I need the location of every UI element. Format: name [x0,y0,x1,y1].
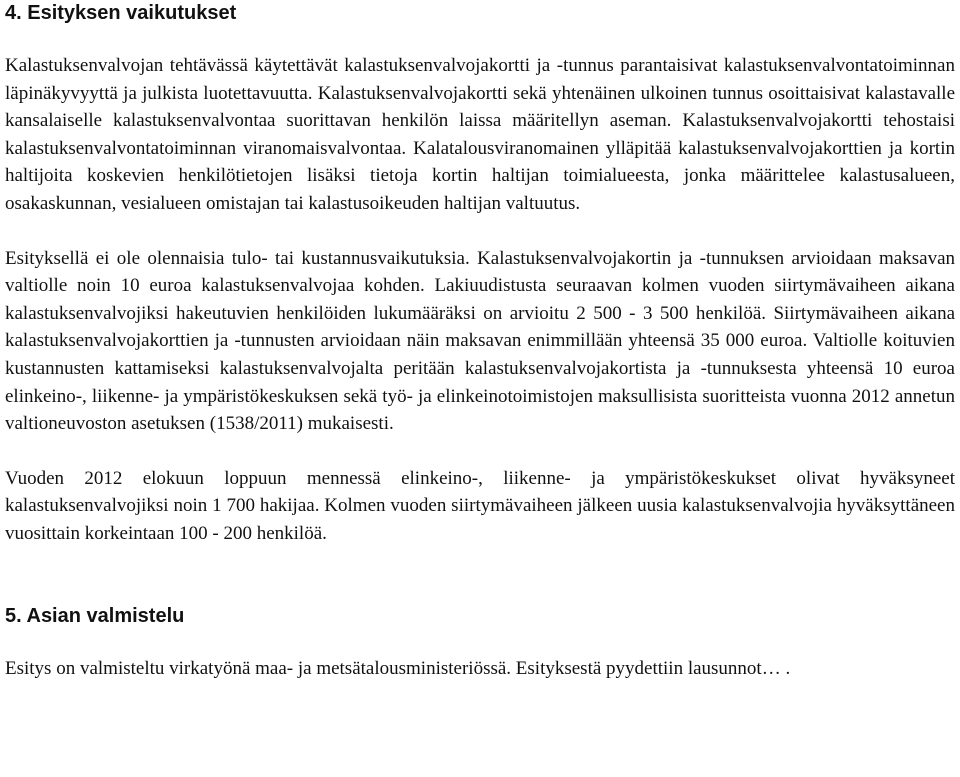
section-5-paragraph-1: Esitys on valmisteltu virkatyönä maa- ja metsätalousministeriössä. Esityksestä pyydettiin lausunnot… . [5,657,791,679]
section-4-paragraph-2: Esityksellä ei ole olennaisia tulo- tai kustannusvaikutuksia. Kalastuksenvalvojakortin ja -tunnuksen arvioidaan maksavan valtiolle noin 10 euroa kalastuksenvalvojaa kohden. Lakiuudistusta seuraavan kolmen vuoden siirtymävaiheen aikana kalastuksenvalvojiksi hakeutuvien henkilöiden lukumääräksi on arvioitu 2 500 - 3 500 henkilöä. Siirtymävaiheen aikana kalastuksenvalvojakorttien ja -tunnusten arvioidaan näin maksavan enimmillään yhteensä 35 000 euroa. Valtiolle koituvien kustannusten kattamiseksi kalastuksenvalvojalta peritään kalastuksenvalvojakortista ja -tunnuksesta yhteensä 10 euroa elinkeino-, liikenne- ja ympäristökeskuksen sekä työ- ja elinkeinotoimistojen maksullisista suoritteista vuonna 2012 annetun valtioneuvoston asetuksen (1538/2011) mukaisesti. [5,247,955,435]
section-4-paragraph-3: Vuoden 2012 elokuun loppuun mennessä elinkeino-, liikenne- ja ympäristökeskukset olivat hyväksyneet kalastuksenvalvojiksi noin 1 700 hakijaa. Kolmen vuoden siirtymävaiheen jälkeen uusia kalastuksenvalvojia hyväksyttäneen vuosittain korkeintaan 100 - 200 henkilöä. [5,467,955,544]
section-4-heading: 4. Esityksen vaikutukset [5,2,237,24]
section-5-heading: 5. Asian valmistelu [5,604,185,627]
section-4-paragraph-1: Kalastuksenvalvojan tehtävässä käytettävät kalastuksenvalvojakortti ja -tunnus parantaisivat kalastuksenvalvontatoiminnan läpinäkyvyyttä ja julkista luotettavuutta. Kalastuksenvalvojakortti sekä yhtenäinen ulkoinen tunnus osoittaisivat kalastavalle kansalaiselle kalastuksenvalvontaa suorittavan henkilön laissa määritellyn aseman. Kalastuksenvalvojakortti tehostaisi kalastuksenvalvontatoiminnan viranomaisvalvontaa. Kalatalousviranomainen ylläpitää kalastuksenvalvojakorttien ja kortin haltijoita koskevien henkilötietojen lisäksi tietoja kortin haltijan toimialueesta, jonka määrittelee kalastusalueen, osakaskunnan, vesialueen omistajan tai kalastusoikeuden haltijan valtuutus. [5,55,955,214]
